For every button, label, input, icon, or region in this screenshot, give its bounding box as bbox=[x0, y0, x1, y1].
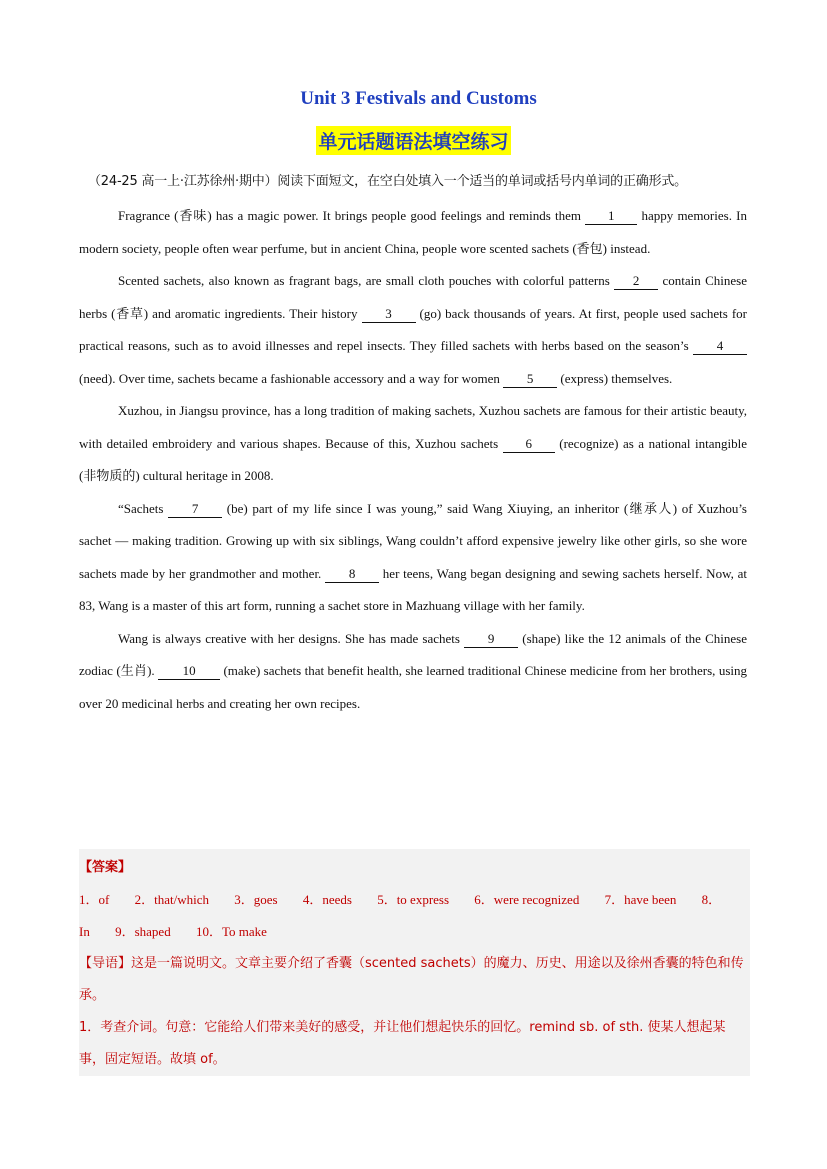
paragraph-1: Fragrance (香味) has a magic power. It brings people good feelings and reminds them 1 happy memories. In modern society, people often wear perfume, but in ancient China, people wore scented sachets (香包) instead. bbox=[79, 208, 747, 256]
answer-section bbox=[79, 849, 750, 1076]
blank-1[interactable]: 1 bbox=[585, 208, 637, 225]
answer-item: 3．goes bbox=[234, 892, 278, 907]
blank-3[interactable]: 3 bbox=[362, 306, 416, 323]
blank-4[interactable]: 4 bbox=[693, 338, 747, 355]
explanation-1: 1．考查介词。句意：它能给人们带来美好的感受，并让他们想起快乐的回忆。remind sb. of sth. 使某人想起某事，固定短语。故填 of。 bbox=[79, 1020, 726, 1067]
guide-text: 【导语】这是一篇说明文。文章主要介绍了香囊（scented sachets）的魔力、历史、用途以及徐州香囊的特色和传承。 bbox=[79, 956, 744, 1003]
paragraph-3: Xuzhou, in Jiangsu province, has a long tradition of making sachets, Xuzhou sachets are famous for their artistic beauty, with detailed embroidery and various shapes. Because of this, Xuzhou sachets 6 (recognize) as a national intangible (非物质的) cultural heritage in 2008. bbox=[79, 403, 747, 483]
page-subtitle: 单元话题语法填空练习 bbox=[316, 126, 510, 155]
answer-item: 4．needs bbox=[302, 892, 352, 907]
answer-item: 1．of bbox=[79, 892, 110, 907]
blank-9[interactable]: 9 bbox=[464, 631, 518, 648]
blank-10[interactable]: 10 bbox=[158, 663, 220, 680]
answer-item: 10．To make bbox=[195, 924, 267, 939]
paragraph-2: Scented sachets, also known as fragrant bags, are small cloth pouches with colorful patterns 2 contain Chinese herbs (香草) and aromatic ingredients. Their history 3 (go) back thousands of years. At first, people used sachets for practical reasons, such as to avoid illnesses and repel insects. They filled sachets with herbs based on the season’s 4 (need). Over time, sachets became a fashionable accessory and a way for women 5 (express) themselves. bbox=[79, 273, 748, 386]
blank-6[interactable]: 6 bbox=[503, 436, 555, 453]
answer-item: 8．In bbox=[79, 892, 722, 939]
answer-list bbox=[79, 884, 750, 948]
answer-item: 5．to express bbox=[377, 892, 450, 907]
answer-item: 2．that/which bbox=[134, 892, 209, 907]
passage bbox=[79, 200, 747, 720]
blank-5[interactable]: 5 bbox=[503, 371, 557, 388]
paragraph-5: Wang is always creative with her designs. She has made sachets 9 (shape) like the 12 animals of the Chinese zodiac (生肖). 10 (make) sachets that benefit health, she learned traditional Chinese medicine from her brothers, using over 20 medicinal herbs and creating her own recipes. bbox=[79, 630, 747, 711]
answer-heading: 【答案】 bbox=[79, 860, 132, 875]
blank-7[interactable]: 7 bbox=[168, 501, 222, 518]
blank-2[interactable]: 2 bbox=[614, 273, 658, 290]
instruction: （24-25 高一上·江苏徐州·期中）阅读下面短文，在空白处填入一个适当的单词或括号内单词的正确形式。 bbox=[88, 174, 687, 189]
answer-item: 7．have been bbox=[604, 892, 677, 907]
page-title: Unit 3 Festivals and Customs bbox=[300, 88, 537, 109]
paragraph-4: “Sachets 7 (be) part of my life since I was young,” said Wang Xiuying, an inheritor (继承人) of Xuzhou’s sachet — making tradition. Growing up with six siblings, Wang couldn’t afford expensive jewelry like other girls, so she wore sachets made by her grandmother and mother. 8 her teens, Wang began designing and sewing sachets herself. Now, at 83, Wang is a master of this art form, running a sachet store in Mazhuang village with her family. bbox=[79, 500, 747, 613]
blank-8[interactable]: 8 bbox=[325, 566, 379, 583]
answer-item: 6．were recognized bbox=[474, 892, 580, 907]
answer-item: 9．shaped bbox=[115, 924, 171, 939]
